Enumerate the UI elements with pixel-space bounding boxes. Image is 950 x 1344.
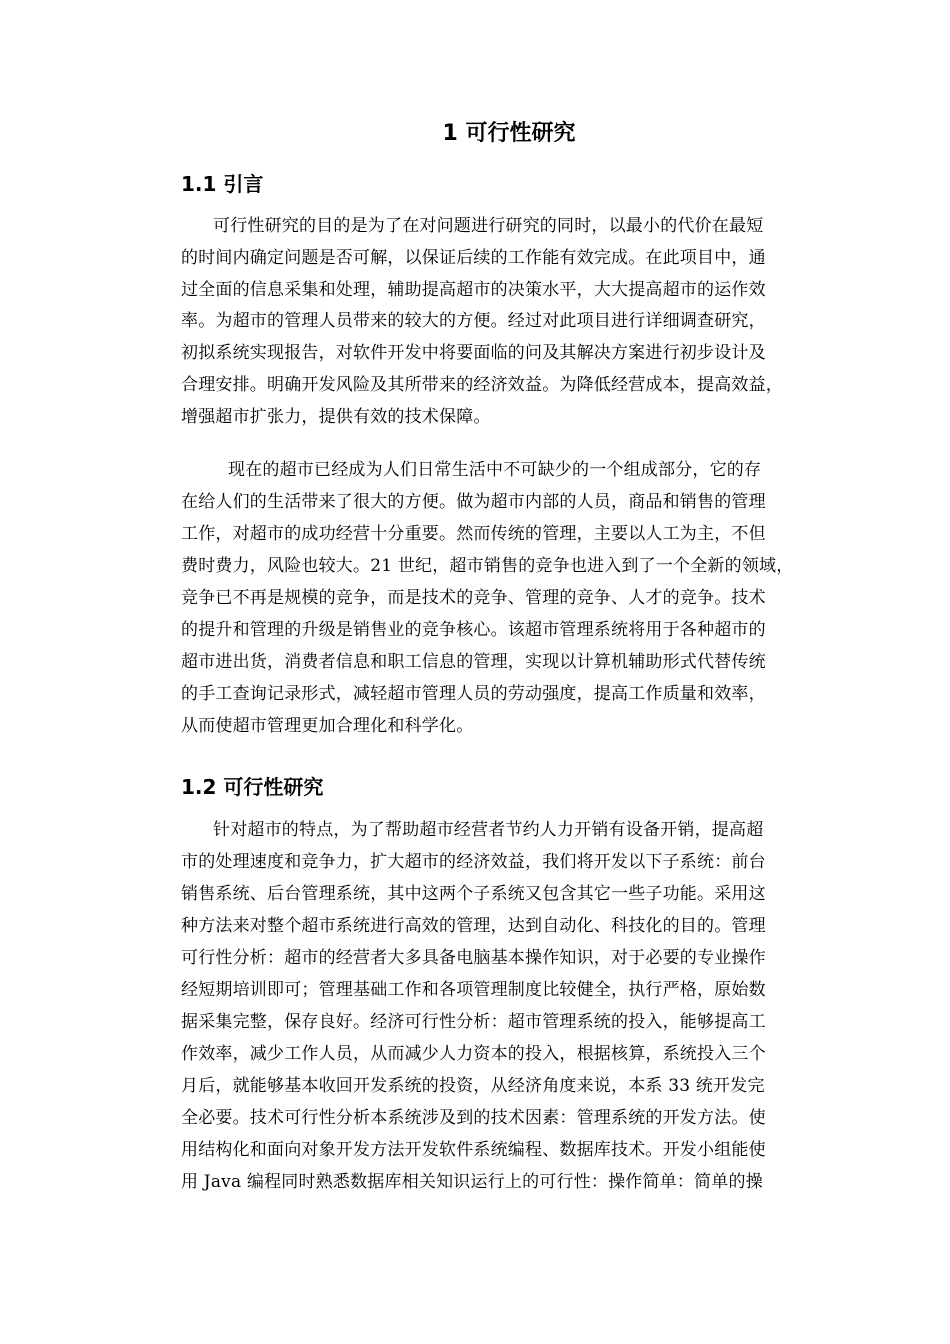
chapter-title: 1 可行性研究 [442, 121, 576, 146]
text-line: 增强超市扩张力，提供有效的技术保障。 [181, 407, 491, 427]
text-line: 全必要。技术可行性分析本系统涉及到的技术因素：管理系统的开发方法。使 [181, 1108, 766, 1128]
text-line: 用 Java 编程同时熟悉数据库相关知识运行上的可行性：操作简单：简单的操 [181, 1172, 763, 1192]
text-line: 作效率，减少工作人员，从而减少人力资本的投入，根据核算，系统投入三个 [181, 1044, 766, 1064]
text-line: 在给人们的生活带来了很大的方便。做为超市内部的人员，商品和销售的管理 [181, 492, 766, 512]
text-line: 过全面的信息采集和处理，辅助提高超市的决策水平，大大提高超市的运作效 [181, 280, 766, 300]
text-line: 竞争已不再是规模的竞争，而是技术的竞争、管理的竞争、人才的竞争。技术 [181, 588, 766, 608]
text-line: 超市进出货，消费者信息和职工信息的管理，实现以计算机辅助形式代替传统 [181, 652, 766, 672]
text-line: 月后，就能够基本收回开发系统的投资，从经济角度来说，本系 33 统开发完 [181, 1076, 765, 1096]
text-line: 的提升和管理的升级是销售业的竞争核心。该超市管理系统将用于各种超市的 [181, 620, 766, 640]
text-line: 销售系统、后台管理系统，其中这两个子系统又包含其它一些子功能。采用这 [181, 884, 766, 904]
text-line: 的时间内确定问题是否可解，以保证后续的工作能有效完成。在此项目中，通 [181, 248, 766, 268]
text-line: 工作，对超市的成功经营十分重要。然而传统的管理，主要以人工为主，不但 [181, 524, 766, 544]
text-line: 针对超市的特点，为了帮助超市经营者节约人力开销有设备开销，提高超 [213, 820, 764, 840]
text-line: 用结构化和面向对象开发方法开发软件系统编程、数据库技术。开发小组能使 [181, 1140, 766, 1160]
text-line: 种方法来对整个超市系统进行高效的管理，达到自动化、科技化的目的。管理 [181, 916, 766, 936]
text-line: 现在的超市已经成为人们日常生活中不可缺少的一个组成部分，它的存 [228, 460, 762, 480]
text-line: 可行性分析：超市的经营者大多具备电脑基本操作知识，对于必要的专业操作 [181, 948, 766, 968]
text-line: 费时费力，风险也较大。21 世纪，超市销售的竞争也进入到了一个全新的领域， [181, 556, 794, 576]
text-line: 据采集完整，保存良好。经济可行性分析：超市管理系统的投入，能够提高工 [181, 1012, 766, 1032]
text-line: 的手工查询记录形式，减轻超市管理人员的劳动强度，提高工作质量和效率， [181, 684, 766, 704]
text-line: 率。为超市的管理人员带来的较大的方便。经过对此项目进行详细调查研究， [181, 311, 766, 331]
section-title-1-2: 1.2 可行性研究 [181, 775, 324, 799]
section-title-1-1: 1.1 引言 [181, 172, 264, 196]
text-line: 可行性研究的目的是为了在对问题进行研究的同时，以最小的代价在最短 [213, 216, 764, 236]
text-line: 初拟系统实现报告，对软件开发中将要面临的问及其解决方案进行初步设计及 [181, 343, 766, 363]
text-line: 市的处理速度和竞争力，扩大超市的经济效益，我们将开发以下子系统：前台 [181, 852, 766, 872]
text-line: 经短期培训即可；管理基础工作和各项管理制度比较健全，执行严格，原始数 [181, 980, 766, 1000]
text-line: 从而使超市管理更加合理化和科学化。 [181, 716, 474, 736]
text-line: 合理安排。明确开发风险及其所带来的经济效益。为降低经营成本，提高效益， [181, 375, 783, 395]
